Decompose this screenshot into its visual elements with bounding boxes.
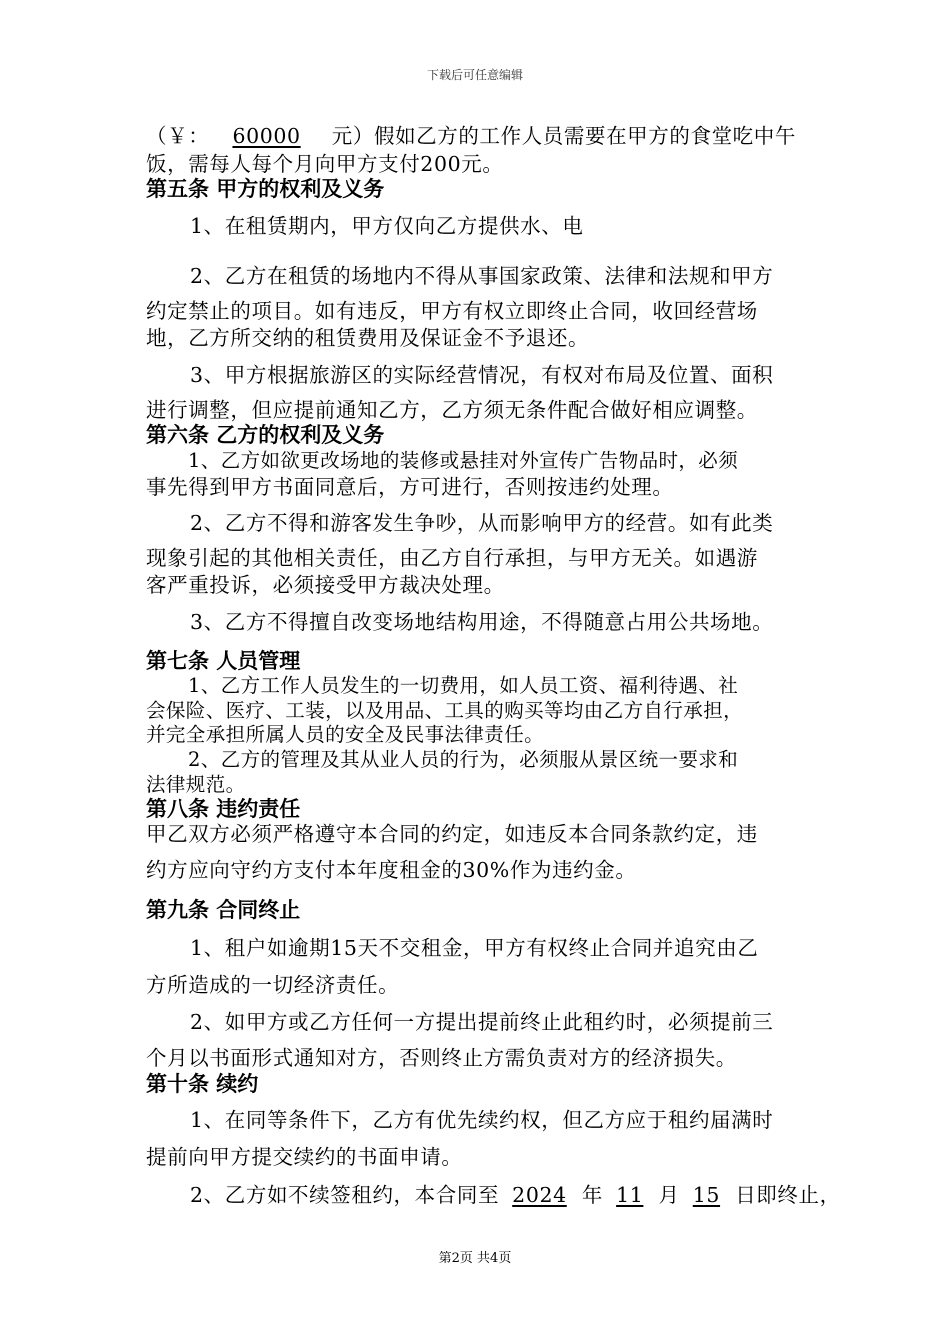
end-year-field: 2024 [512, 1183, 567, 1207]
art8-line-2: 约方应向守约方支付本年度租金的30%作为违约金。 [146, 858, 637, 882]
intro-text-b: 元）假如乙方的工作人员需要在甲方的食堂吃中午 [331, 124, 796, 148]
art7-item-2-line-1: 2、乙方的管理及其从业人员的行为，必须服从景区统一要求和 [188, 748, 739, 771]
art8-line-1: 甲乙双方必须严格遵守本合同的约定，如违反本合同条款约定，违 [146, 822, 758, 846]
article-8-title: 第八条 违约责任 [146, 797, 301, 821]
art6-item-1-line-1: 1、乙方如欲更改场地的装修或悬挂对外宣传广告物品时，必须 [188, 449, 739, 472]
art10-item-2 [146, 1181, 841, 1209]
art5-item-2-line-1: 2、乙方在租赁的场地内不得从事国家政策、法律和法规和甲方 [190, 264, 774, 288]
art7-item-1-line-3: 并完全承担所属人员的安全及民事法律责任。 [146, 723, 545, 746]
end-day-field: 15 [692, 1183, 721, 1207]
amount-field: 60000 [232, 124, 301, 148]
article-6-title: 第六条 乙方的权利及义务 [146, 423, 385, 447]
art9-item-1-line-2: 方所造成的一切经济责任。 [146, 973, 400, 997]
art9-item-2-line-1: 2、如甲方或乙方任何一方提出提前终止此租约时，必须提前三 [190, 1010, 774, 1034]
art5-item-2-line-3: 地，乙方所交纳的租赁费用及保证金不予退还。 [146, 326, 590, 350]
article-7-title: 第七条 人员管理 [146, 649, 301, 673]
art5-item-2-line-2: 约定禁止的项目。如有违反，甲方有权立即终止合同，收回经营场 [146, 299, 758, 323]
end-month-field: 11 [616, 1183, 644, 1207]
art6-item-2-line-1: 2、乙方不得和游客发生争吵，从而影响甲方的经营。如有此类 [190, 511, 774, 535]
page-header: 下载后可任意编辑 [426, 68, 523, 82]
art7-item-1-line-1: 1、乙方工作人员发生的一切费用，如人员工资、福利待遇、社 [188, 674, 739, 697]
art6-item-2-line-3: 客严重投诉，必须接受甲方裁决处理。 [146, 573, 505, 597]
art7-item-2-line-2: 法律规范。 [146, 773, 246, 796]
intro-text-a: （￥： [146, 124, 210, 148]
art10-item-2-text-b: 日即终止， [735, 1183, 841, 1207]
art10-item-1-line-1: 1、在同等条件下，乙方有优先续约权，但乙方应于租约届满时 [190, 1108, 774, 1132]
article-9-title: 第九条 合同终止 [146, 898, 301, 922]
article-5-title: 第五条 甲方的权利及义务 [146, 177, 385, 201]
art6-item-3: 3、乙方不得擅自改变场地结构用途，不得随意占用公共场地。 [190, 610, 774, 634]
intro-line-2: 饭，需每人每个月向甲方支付200元。 [146, 152, 504, 176]
art6-item-1-line-2: 事先得到甲方书面同意后，方可进行，否则按违约处理。 [146, 475, 674, 499]
art6-item-2-line-2: 现象引起的其他相关责任，由乙方自行承担，与甲方无关。如遇游 [146, 546, 758, 570]
art5-item-1: 1、在租赁期内，甲方仅向乙方提供水、电 [190, 214, 584, 238]
year-label: 年 [581, 1183, 603, 1207]
art10-item-1-line-2: 提前向甲方提交续约的书面申请。 [146, 1145, 463, 1169]
art5-item-3-line-2: 进行调整，但应提前通知乙方，乙方须无条件配合做好相应调整。 [146, 398, 758, 422]
art5-item-3-line-1: 3、甲方根据旅游区的实际经营情况，有权对布局及位置、面积 [190, 363, 774, 387]
art7-item-1-line-2: 会保险、医疗、工装，以及用品、工具的购买等均由乙方自行承担， [146, 699, 744, 722]
art9-item-2-line-2: 个月以书面形式通知对方，否则终止方需负责对方的经济损失。 [146, 1046, 737, 1070]
article-10-title: 第十条 续约 [146, 1072, 259, 1096]
intro-line-1 [146, 122, 796, 150]
page-footer: 第2页 共4页 [438, 1251, 512, 1266]
art9-item-1-line-1: 1、租户如逾期15天不交租金，甲方有权终止合同并追究由乙 [190, 936, 759, 960]
month-label: 月 [658, 1183, 680, 1207]
art10-item-2-text-a: 2、乙方如不续签租约，本合同至 [190, 1183, 500, 1207]
